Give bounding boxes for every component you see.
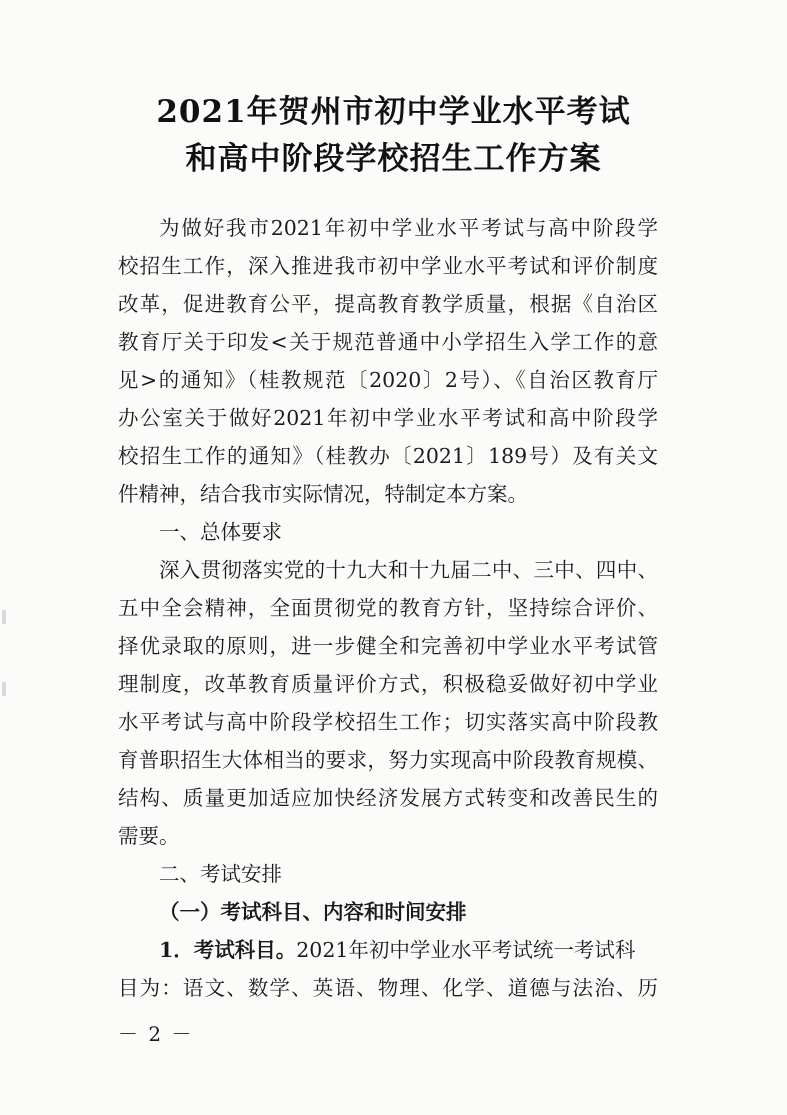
subsection-heading-subjects: （一）考试科目、内容和时间安排 — [159, 900, 467, 924]
intro-line: 校招生工作的通知》（桂教办〔2021〕189号）及有关文 — [118, 444, 658, 468]
intro-line: 教育厅关于印发<关于规范普通中小学招生入学工作的意 — [118, 330, 658, 354]
page-number: － 2 － — [118, 1022, 194, 1046]
section1-line: 五中全会精神，全面贯彻党的教育方针，坚持综合评价、 — [118, 596, 658, 620]
intro-line: 为做好我市2021年初中学业水平考试与高中阶段学 — [159, 216, 658, 240]
section1-line: 理制度，改革教育质量评价方式，积极稳妥做好初中学业 — [118, 672, 658, 696]
intro-line: 校招生工作，深入推进我市初中学业水平考试和评价制度 — [118, 254, 658, 278]
scan-edge-mark — [2, 610, 6, 624]
document-title-line-1: 2021年贺州市初中学业水平考试 — [156, 94, 631, 130]
item1-lead: 1．考试科目。 — [159, 938, 297, 962]
section-heading-general-requirements: 一、总体要求 — [159, 520, 282, 544]
intro-line: 见>的通知》（桂教规范〔2020〕2号）、《自治区教育厅 — [118, 368, 658, 392]
item1-line-2: 目为：语文、数学、英语、物理、化学、道德与法治、历 — [118, 976, 658, 1000]
intro-line: 改革，促进教育公平，提高教育教学质量，根据《自治区 — [118, 292, 658, 316]
section1-line: 育普职招生大体相当的要求，努力实现高中阶段教育规模、 — [118, 748, 658, 772]
intro-line: 件精神，结合我市实际情况，特制定本方案。 — [118, 482, 528, 506]
section1-line: 深入贯彻落实党的十九大和十九届二中、三中、四中、 — [159, 558, 658, 582]
section1-line: 择优录取的原则，进一步健全和完善初中学业水平考试管 — [118, 634, 658, 658]
document-title-line-2: 和高中阶段学校招生工作方案 — [185, 141, 602, 177]
item1-line — [159, 936, 658, 964]
intro-line: 办公室关于做好2021年初中学业水平考试和高中阶段学 — [118, 406, 658, 430]
section1-line: 水平考试与高中阶段学校招生工作；切实落实高中阶段教 — [118, 710, 658, 734]
section1-line: 需要。 — [118, 824, 180, 848]
section1-line: 结构、质量更加适应加快经济发展方式转变和改善民生的 — [118, 786, 658, 810]
item1-text: 2021年初中学业水平考试统一考试科 — [296, 938, 636, 962]
scan-edge-mark — [2, 682, 6, 696]
section-heading-exam-arrangement: 二、考试安排 — [159, 862, 282, 886]
